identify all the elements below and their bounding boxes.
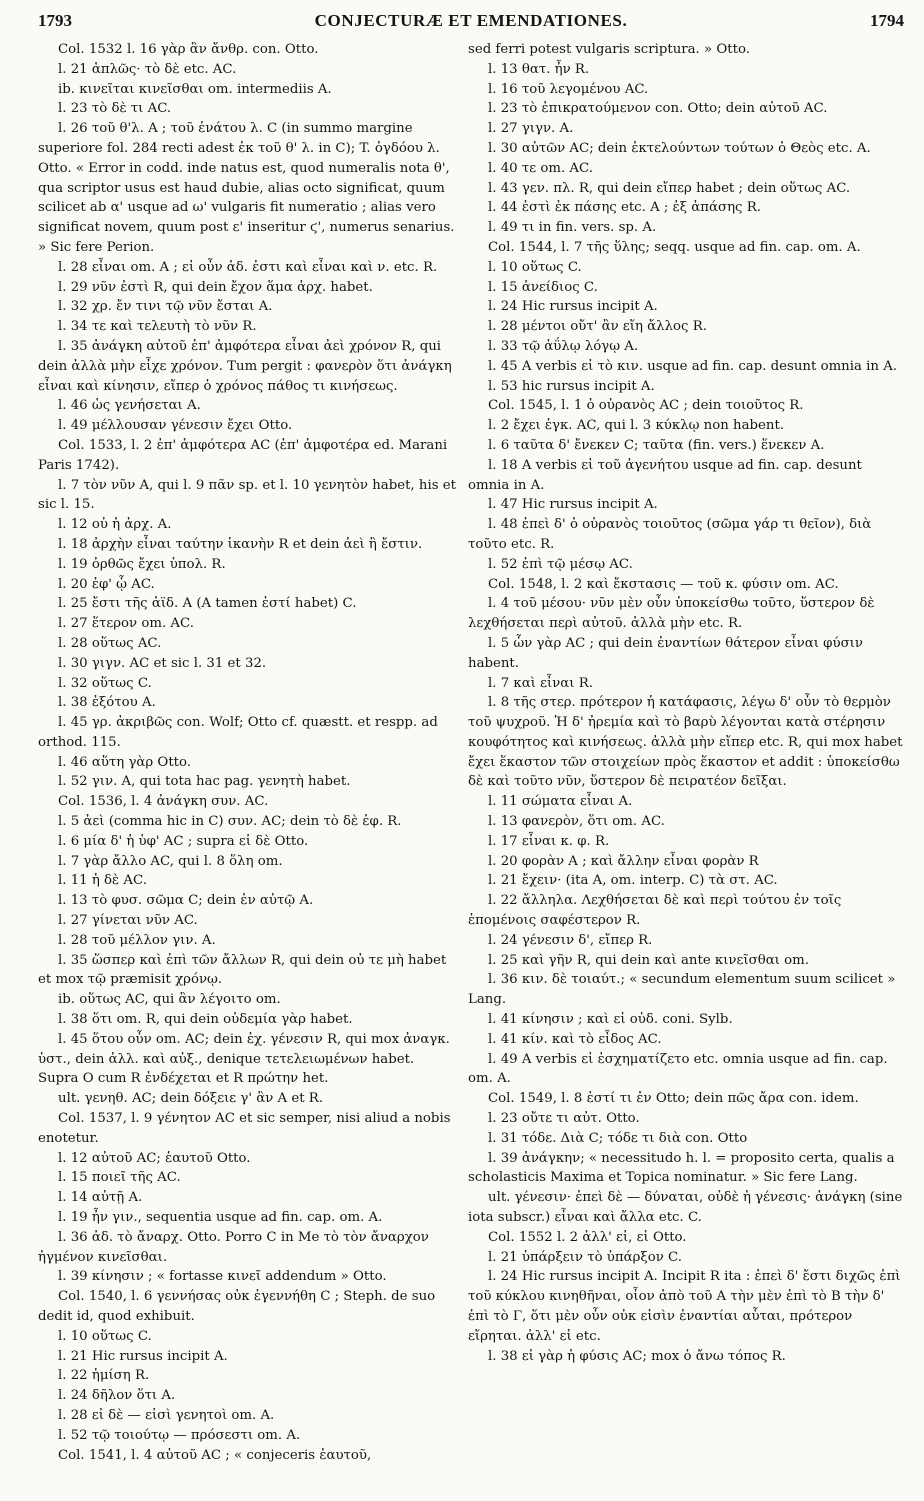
note-entry: l. 49 τι in fin. vers. sp. A. [488, 220, 657, 236]
note-entry: l. 46 ὡς γενήσεται A. [58, 398, 201, 414]
note-entry: l. 10 οὕτως C. [488, 259, 582, 275]
note-entry: l. 23 τὸ ἐπικρατούμενον con. Otto; dein αὐτοῦ AC. [488, 101, 828, 117]
page-header [38, 8, 904, 34]
note-entry: l. 15 ἀνείδιος C. [488, 279, 598, 295]
note-entry: l. 38 ἐξότου A. [58, 695, 156, 711]
note-entry: l. 45 ὅτου οὖν om. AC; dein ἐχ. γένεσιν R, qui mox ἀναγκ. ὑστ., dein ἀλλ. καὶ αὐξ., denique τετελειωμένων habet. Supra O cum R ἐνδέχεται et R πρώτην het. [38, 1031, 450, 1087]
left-column [38, 40, 458, 1492]
note-entry: l. 7 τὸν νῦν A, qui l. 9 πᾶν sp. et l. 10 γενητὸν habet, his et sic l. 15. [38, 477, 456, 513]
note-entry: l. 11 ἡ δὲ AC. [58, 873, 147, 889]
note-entry: l. 12 αὐτοῦ AC; ἑαυτοῦ Otto. [58, 1150, 251, 1166]
note-entry: Col. 1548, l. 2 καὶ ἔκστασις — τοῦ κ. φύσιν om. AC. [488, 576, 839, 592]
note-entry: ult. γένεσιν· ἐπεὶ δὲ — δύναται, οὐδὲ ἡ γένεσις· ἀνάγκη (sine iota subscr.) εἶναι καὶ ἄλλα etc. C. [468, 1190, 903, 1226]
note-entry: ib. κινεῖται κινεῖσθαι om. intermediis A. [58, 81, 332, 97]
note-entry: l. 7 καὶ εἶναι R. [488, 675, 593, 691]
note-entry: l. 41 κίν. καὶ τὸ εἶδος AC. [488, 1031, 662, 1047]
note-entry: l. 27 γίνεται νῦν AC. [58, 913, 198, 929]
note-entry: l. 25 ἔστι τῆς ἀϊδ. A (A tamen ἐστί habet) C. [58, 596, 357, 612]
note-entry: l. 21 ὑπάρξειν τὸ ὑπάρξον C. [488, 1249, 682, 1265]
note-entry: l. 19 ἦν γιν., sequentia usque ad fin. cap. om. A. [58, 1210, 383, 1226]
note-entry: l. 24 γένεσιν δ', εἴπερ R. [488, 932, 653, 948]
note-entry: l. 17 εἶναι κ. φ. R. [488, 833, 610, 849]
note-entry: l. 18 ἀρχὴν εἶναι ταύτην ἱκανὴν R et dein ἀεὶ ἢ ἔστιν. [58, 536, 423, 552]
note-entry: l. 32 χρ. ἔν τινι τῷ νῦν ἔσται A. [58, 299, 273, 315]
note-entry: l. 49 μέλλουσαν γένεσιν ἔχει Otto. [58, 418, 293, 434]
note-entry: Col. 1541, l. 4 αὐτοῦ AC ; « conjeceris ἑαυτοῦ, [58, 1447, 372, 1463]
note-entry: l. 14 αὐτῇ A. [58, 1190, 143, 1206]
note-entry: l. 36 ἀδ. τὸ ἄναρχ. Otto. Porro C in Me τὸ τὸν ἄναρχον ἡγμένον κινεῖσθαι. [38, 1229, 429, 1265]
note-entry: l. 30 γιγν. AC et sic l. 31 et 32. [58, 655, 267, 671]
note-entry: Col. 1552 l. 2 ἀλλ' εἰ, εἰ Otto. [488, 1229, 687, 1245]
note-entry: l. 40 τε om. AC. [488, 160, 593, 176]
note-entry: l. 53 hic rursus incipit A. [488, 378, 655, 394]
note-entry: l. 52 τῷ τοιούτῳ — πρόσεστι om. A. [58, 1427, 301, 1443]
note-entry: l. 39 ἀνάγκην; « necessitudo h. l. = proposito certa, qualis a scholasticis Maxima et Topica nominatur. » Sic fere Lang. [468, 1150, 895, 1186]
note-entry: l. 21 Hic rursus incipit A. [58, 1348, 228, 1364]
note-entry: Col. 1545, l. 1 ὁ οὐρανὸς AC ; dein τοιοῦτος R. [488, 398, 804, 414]
note-entry: sed ferri potest vulgaris scriptura. » Otto. [468, 42, 750, 57]
note-entry: l. 21 ἔχειν· (ita A, om. interp. C) τὰ στ. AC. [488, 873, 778, 889]
left-page-number: 1793 [38, 11, 72, 30]
note-entry: Col. 1540, l. 6 γεννήσας οὐκ ἐγεννήθη C ; Steph. de suo dedit id, quod exhibuit. [38, 1289, 436, 1324]
note-entry: l. 13 τὸ φυσ. σῶμα C; dein ἐν αὐτῷ A. [58, 893, 314, 909]
note-entry: l. 38 εἰ γὰρ ἡ φύσις AC; mox ὁ ἄνω τόπος R. [488, 1348, 786, 1364]
note-entry: l. 34 τε καὶ τελευτὴ τὸ νῦν R. [58, 319, 257, 335]
note-entry: l. 16 τοῦ λεγομένου AC. [488, 81, 649, 97]
note-entry: l. 45 γρ. ἀκριβῶς con. Wolf; Otto cf. quæstt. et respp. ad orthod. 115. [38, 715, 438, 750]
note-entry: l. 22 ἡμίση R. [58, 1368, 150, 1384]
note-entry: l. 33 τῷ ἀΰλῳ λόγῳ A. [488, 338, 639, 354]
note-entry: l. 24 δῆλον ὅτι A. [58, 1388, 176, 1404]
note-entry: l. 35 ὥσπερ καὶ ἐπὶ τῶν ἄλλων R, qui dein οὐ τε μὴ habet et mox τῷ præmisit χρόνῳ. [38, 952, 447, 988]
note-entry: l. 11 σώματα εἶναι A. [488, 794, 633, 810]
note-entry: l. 30 αὐτῶν AC; dein ἐκτελούντων τούτων ὁ Θεὸς etc. A. [488, 140, 871, 156]
note-entry: l. 43 γεν. πλ. R, qui dein εἴπερ habet ; dein οὕτως AC. [488, 180, 851, 196]
note-entry: l. 24 Hic rursus incipit A. Incipit R ita : ἐπεὶ δ' ἔστι διχῶς ἐπὶ τοῦ κύκλου κινηθῆναι, οἷον ἀπὸ τοῦ A τὴν μὲν ἐπὶ τὸ B τὴν δ' ἐπὶ τὸ Γ, ὅτι μὲν οὖν οὐκ εἰσὶν ἐναντίαι αὗται, πρότερον εἴρηται. ἀλλ' εἰ etc. [468, 1269, 901, 1344]
note-entry: l. 22 ἄλληλα. Λεχθήσεται δὲ καὶ περὶ τούτου ἐν τοῖς ἑπομένοις σαφέστερον R. [468, 893, 842, 929]
note-entry: l. 28 οὕτως AC. [58, 635, 162, 651]
note-entry: l. 32 οὕτως C. [58, 675, 152, 691]
note-entry: l. 7 γὰρ ἄλλο AC, qui l. 8 ὅλη om. [58, 853, 283, 869]
note-entry: Col. 1536, l. 4 ἀνάγκη συν. AC. [58, 794, 269, 810]
note-entry: l. 25 καὶ γῆν R, qui dein καὶ ante κινεῖσθαι om. [488, 952, 809, 968]
note-entry: l. 36 κιν. δὲ τοιαύτ.; « secundum elementum suum scilicet » Lang. [468, 972, 896, 1008]
note-entry: l. 18 A verbis εἰ τοῦ ἀγενήτου usque ad fin. cap. desunt omnia in A. [468, 457, 862, 493]
note-entry: l. 35 ἀνάγκη αὐτοῦ ἐπ' ἀμφότερα εἶναι ἀεὶ χρόνον R, qui dein ἀλλὰ μὴν εἶχε χρόνον. Tum pergit : φανερὸν ὅτι ἀνάγκη εἶναι καὶ κίνησιν, εἴπερ ὁ χρόνος πάθος τι κινήσεως. [38, 338, 452, 394]
note-entry: Col. 1532 l. 16 γὰρ ἂν ἄνθρ. con. Otto. [58, 42, 319, 57]
note-entry: ult. γενηθ. AC; dein δόξειε γ' ἂν A et R. [58, 1091, 324, 1107]
note-entry: l. 48 ἐπεὶ δ' ὁ οὐρανὸς τοιοῦτος (σῶμα γάρ τι θεῖον), διὰ τοῦτο etc. R. [468, 517, 872, 552]
note-entry: l. 15 ποιεῖ τῆς AC. [58, 1170, 181, 1186]
note-entry: l. 52 γιν. A, qui tota hac pag. γενητὴ habet. [58, 774, 351, 790]
note-entry: l. 46 αὕτη γὰρ Otto. [58, 754, 192, 770]
note-entry: l. 4 τοῦ μέσου· νῦν μὲν οὖν ὑποκείσθω τοῦτο, ὕστερον δὲ λεχθήσεται περὶ αὐτοῦ. ἀλλὰ μὴν etc. R. [468, 596, 875, 632]
note-entry: l. 19 ὀρθῶς ἔχει ὑπολ. R. [58, 556, 226, 572]
note-entry: l. 38 ὅτι om. R, qui dein οὐδεμία γὰρ habet. [58, 1012, 353, 1028]
note-entry: l. 47 Hic rursus incipit A. [488, 497, 658, 513]
note-entry: l. 8 τῆς στερ. πρότερον ἡ κατάφασις, λέγω δ' οὖν τὸ θερμὸν τοῦ ψυχροῦ. Ἡ δ' ἠρεμία καὶ τὸ βαρὺ λέγονται κατὰ στέρησιν κουφότητος καὶ κινήσεως. ἀλλὰ μὴν εἴπερ etc. R, qui mox habet ἔχει ἕκαστον τῶν στοιχείων πρὸς ἕκαστον et addit : ὑποκείσθω δὲ καὶ τοῦτο νῦν, ὕστερον δὲ πειρατέον δεῖξαι. [468, 695, 903, 790]
note-entry: Col. 1549, l. 8 ἐστί τι ἐν Otto; dein πῶς ἄρα con. idem. [488, 1091, 859, 1107]
note-entry: l. 6 μία δ' ἡ ὑφ' AC ; supra εἰ δὲ Otto. [58, 833, 309, 849]
note-entry: l. 23 οὔτε τι αὐτ. Otto. [488, 1111, 640, 1127]
note-entry: l. 52 ἐπὶ τῷ μέσῳ AC. [488, 556, 633, 572]
note-entry: l. 23 τὸ δὲ τι AC. [58, 101, 172, 117]
right-page-number: 1794 [870, 11, 904, 30]
note-entry: l. 12 οὐ ἡ ἀρχ. A. [58, 517, 172, 533]
note-entry: l. 13 θατ. ἦν R. [488, 61, 590, 77]
note-entry: l. 26 τοῦ θ'λ. A ; τοῦ ἐνάτου λ. C (in summo margine superiore fol. 284 recti adest ἐκ τοῦ θ' λ. in C); T. ὀγδόου λ. Otto. « Error in codd. inde natus est, quod numeralis nota θ', qua scriptor usus est haud dubie, alias octo significat, quum scilicet ab α' usque ad ω' vulgaris fit numeratio ; alias vero significat novem, quum post ε' inseritur ϛ', numerus senarius. » Sic fere Perion. [38, 121, 455, 255]
note-entry: l. 27 ἕτερον om. AC. [58, 616, 194, 632]
note-entry: l. 28 εἰ δὲ — εἰσὶ γενητοὶ om. A. [58, 1407, 275, 1423]
note-entry: l. 29 νῦν ἐστὶ R, qui dein ἔχον ἅμα ἀρχ. habet. [58, 279, 373, 295]
note-entry: l. 24 Hic rursus incipit A. [488, 299, 658, 315]
note-entry: l. 21 ἁπλῶς· τὸ δὲ etc. AC. [58, 61, 237, 77]
right-column [468, 40, 904, 1492]
note-entry: l. 28 εἶναι om. A ; εἰ οὖν ἀδ. ἐστι καὶ εἶναι καὶ ν. etc. R. [58, 259, 438, 275]
note-entry: l. 20 ἐφ' ᾧ AC. [58, 576, 155, 592]
note-entry: l. 31 τόδε. Διὰ C; τόδε τι διὰ con. Otto [488, 1130, 748, 1146]
note-entry: l. 6 ταῦτα δ' ἔνεκεν C; ταῦτα (fin. vers.) ἕνεκεν A. [488, 437, 825, 453]
note-entry: Col. 1544, l. 7 τῆς ὕλης; seqq. usque ad fin. cap. om. A. [488, 239, 861, 255]
note-entry: l. 10 οὕτως C. [58, 1328, 152, 1344]
note-entry: l. 5 ἀεὶ (comma hic in C) συν. AC; dein τὸ δὲ ἐφ. R. [58, 814, 402, 830]
note-entry: l. 49 A verbis εἰ ἐσχηματίζετο etc. omnia usque ad fin. cap. om. A. [468, 1051, 888, 1087]
note-entry: Col. 1533, l. 2 ἐπ' ἀμφότερα AC (ἐπ' ἀμφοτέρα ed. Marani Paris 1742). [38, 437, 448, 473]
note-entry: l. 41 κίνησιν ; καὶ εἰ οὐδ. coni. Sylb. [488, 1012, 733, 1028]
note-entry: l. 44 ἐστὶ ἐκ πάσης etc. A ; ἐξ ἁπάσης R. [488, 200, 761, 216]
note-entry: l. 2 ἔχει ἐγκ. AC, qui l. 3 κύκλῳ non habent. [488, 418, 785, 434]
note-entry: l. 20 φορὰν A ; καὶ ἄλλην εἶναι φορὰν R [488, 853, 759, 869]
note-entry: l. 5 ὧν γὰρ AC ; qui dein ἐναντίων θάτερον εἶναι φύσιν habent. [468, 635, 863, 671]
note-entry: l. 45 A verbis εἰ τὸ κιν. usque ad fin. cap. desunt omnia in A. [488, 358, 898, 374]
note-entry: l. 28 μέντοι οὔτ' ἂν εἴη ἄλλος R. [488, 319, 707, 335]
note-entry: l. 28 τοῦ μέλλον γιν. A. [58, 932, 216, 948]
note-entry: Col. 1537, l. 9 γένητον AC et sic semper, nisi aliud a nobis enotetur. [38, 1111, 451, 1146]
note-entry: ib. οὕτως AC, qui ἂν λέγοιτο om. [58, 992, 281, 1008]
note-entry: l. 39 κίνησιν ; « fortasse κινεῖ addendum » Otto. [58, 1269, 387, 1285]
note-entry: l. 13 φανερὸν, ὅτι om. AC. [488, 814, 665, 830]
note-entry: l. 27 γιγν. A. [488, 121, 574, 137]
running-title: CONJECTURÆ ET EMENDATIONES. [314, 11, 628, 30]
